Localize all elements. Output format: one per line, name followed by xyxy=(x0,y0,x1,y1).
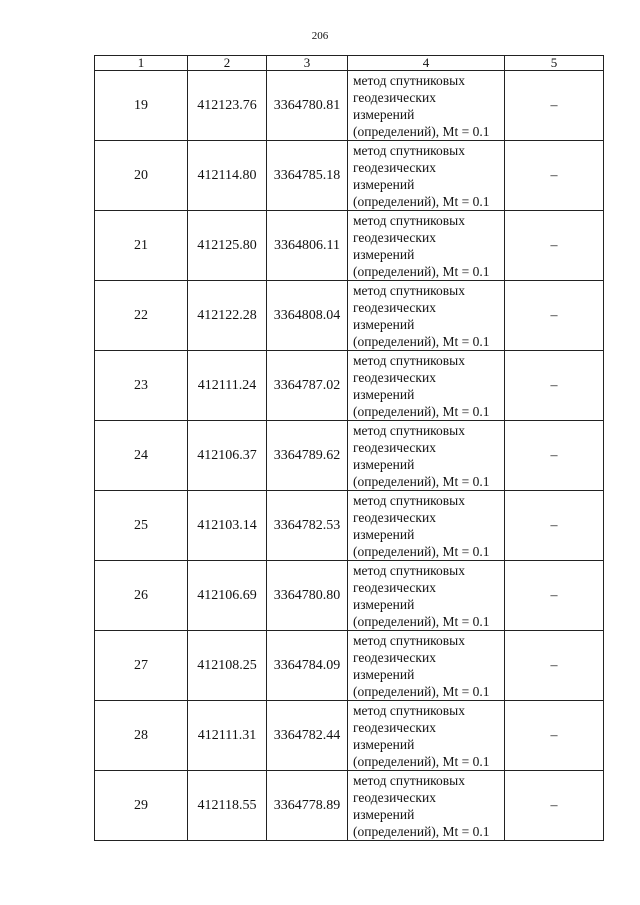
method-line: геодезических xyxy=(353,159,436,175)
method-line: (определений), Mt = 0.1 xyxy=(353,753,490,769)
x-coordinate-cell: 412118.55 xyxy=(188,771,267,841)
method-line: измерений xyxy=(353,456,415,472)
table-row xyxy=(95,421,604,491)
y-coordinate-cell: 3364784.09 xyxy=(267,631,348,701)
method-line: геодезических xyxy=(353,299,436,315)
method-line: измерений xyxy=(353,106,415,122)
header-col-3: 3 xyxy=(267,56,348,71)
method-line: измерений xyxy=(353,666,415,682)
method-line: измерений xyxy=(353,736,415,752)
col5-cell: – xyxy=(505,701,604,771)
method-line: геодезических xyxy=(353,509,436,525)
method-line: геодезических xyxy=(353,789,436,805)
point-number-cell: 25 xyxy=(95,491,188,561)
x-coordinate-cell: 412108.25 xyxy=(188,631,267,701)
method-line: (определений), Mt = 0.1 xyxy=(353,333,490,349)
method-line: (определений), Mt = 0.1 xyxy=(353,403,490,419)
method-cell xyxy=(348,141,505,211)
y-coordinate-cell: 3364780.80 xyxy=(267,561,348,631)
y-coordinate-cell: 3364780.81 xyxy=(267,71,348,141)
method-line: геодезических xyxy=(353,579,436,595)
method-line: геодезических xyxy=(353,439,436,455)
method-line: метод спутниковых xyxy=(353,632,465,648)
method-cell xyxy=(348,351,505,421)
header-col-1: 1 xyxy=(95,56,188,71)
point-number-cell: 29 xyxy=(95,771,188,841)
method-cell xyxy=(348,421,505,491)
point-number-cell: 24 xyxy=(95,421,188,491)
x-coordinate-cell: 412123.76 xyxy=(188,71,267,141)
col5-cell: – xyxy=(505,71,604,141)
method-cell xyxy=(348,631,505,701)
table-row xyxy=(95,491,604,561)
x-coordinate-cell: 412111.31 xyxy=(188,701,267,771)
table-row xyxy=(95,631,604,701)
header-col-5: 5 xyxy=(505,56,604,71)
table-header xyxy=(95,56,604,71)
header-col-2: 2 xyxy=(188,56,267,71)
method-line: геодезических xyxy=(353,229,436,245)
method-cell xyxy=(348,561,505,631)
method-cell xyxy=(348,71,505,141)
page-number: 206 xyxy=(311,30,329,42)
table-row xyxy=(95,211,604,281)
col5-cell: – xyxy=(505,211,604,281)
method-line: измерений xyxy=(353,316,415,332)
method-line: метод спутниковых xyxy=(353,212,465,228)
method-line: измерений xyxy=(353,176,415,192)
col5-cell: – xyxy=(505,771,604,841)
method-line: (определений), Mt = 0.1 xyxy=(353,823,490,839)
y-coordinate-cell: 3364787.02 xyxy=(267,351,348,421)
method-line: метод спутниковых xyxy=(353,72,465,88)
method-cell xyxy=(348,281,505,351)
method-line: (определений), Mt = 0.1 xyxy=(353,613,490,629)
method-line: (определений), Mt = 0.1 xyxy=(353,123,490,139)
x-coordinate-cell: 412106.69 xyxy=(188,561,267,631)
table-row xyxy=(95,771,604,841)
header-col-4: 4 xyxy=(348,56,505,71)
y-coordinate-cell: 3364782.44 xyxy=(267,701,348,771)
x-coordinate-cell: 412111.24 xyxy=(188,351,267,421)
method-line: метод спутниковых xyxy=(353,492,465,508)
point-number-cell: 26 xyxy=(95,561,188,631)
method-line: метод спутниковых xyxy=(353,562,465,578)
col5-cell: – xyxy=(505,561,604,631)
method-line: метод спутниковых xyxy=(353,702,465,718)
method-line: геодезических xyxy=(353,369,436,385)
x-coordinate-cell: 412106.37 xyxy=(188,421,267,491)
method-cell xyxy=(348,211,505,281)
y-coordinate-cell: 3364778.89 xyxy=(267,771,348,841)
method-cell xyxy=(348,771,505,841)
method-line: метод спутниковых xyxy=(353,422,465,438)
method-line: метод спутниковых xyxy=(353,282,465,298)
y-coordinate-cell: 3364782.53 xyxy=(267,491,348,561)
y-coordinate-cell: 3364789.62 xyxy=(267,421,348,491)
table-row xyxy=(95,701,604,771)
header-row xyxy=(95,56,604,71)
method-line: геодезических xyxy=(353,719,436,735)
method-cell xyxy=(348,701,505,771)
method-line: (определений), Mt = 0.1 xyxy=(353,683,490,699)
point-number-cell: 21 xyxy=(95,211,188,281)
method-line: (определений), Mt = 0.1 xyxy=(353,543,490,559)
col5-cell: – xyxy=(505,281,604,351)
table-row xyxy=(95,71,604,141)
table-row xyxy=(95,561,604,631)
method-line: измерений xyxy=(353,386,415,402)
x-coordinate-cell: 412103.14 xyxy=(188,491,267,561)
x-coordinate-cell: 412125.80 xyxy=(188,211,267,281)
point-number-cell: 28 xyxy=(95,701,188,771)
method-line: метод спутниковых xyxy=(353,142,465,158)
table-body xyxy=(95,71,604,841)
col5-cell: – xyxy=(505,631,604,701)
x-coordinate-cell: 412122.28 xyxy=(188,281,267,351)
method-line: геодезических xyxy=(353,649,436,665)
table-row xyxy=(95,281,604,351)
y-coordinate-cell: 3364806.11 xyxy=(267,211,348,281)
method-line: измерений xyxy=(353,246,415,262)
method-line: (определений), Mt = 0.1 xyxy=(353,263,490,279)
method-line: измерений xyxy=(353,596,415,612)
point-number-cell: 23 xyxy=(95,351,188,421)
col5-cell: – xyxy=(505,141,604,211)
method-line: измерений xyxy=(353,806,415,822)
col5-cell: – xyxy=(505,421,604,491)
method-line: (определений), Mt = 0.1 xyxy=(353,193,490,209)
table-row xyxy=(95,351,604,421)
col5-cell: – xyxy=(505,351,604,421)
col5-cell: – xyxy=(505,491,604,561)
point-number-cell: 22 xyxy=(95,281,188,351)
method-line: геодезических xyxy=(353,89,436,105)
y-coordinate-cell: 3364808.04 xyxy=(267,281,348,351)
table-row xyxy=(95,141,604,211)
method-cell xyxy=(348,491,505,561)
method-line: метод спутниковых xyxy=(353,352,465,368)
point-number-cell: 19 xyxy=(95,71,188,141)
method-line: (определений), Mt = 0.1 xyxy=(353,473,490,489)
method-line: метод спутниковых xyxy=(353,772,465,788)
point-number-cell: 27 xyxy=(95,631,188,701)
y-coordinate-cell: 3364785.18 xyxy=(267,141,348,211)
point-number-cell: 20 xyxy=(95,141,188,211)
coordinates-table xyxy=(94,55,604,841)
x-coordinate-cell: 412114.80 xyxy=(188,141,267,211)
method-line: измерений xyxy=(353,526,415,542)
